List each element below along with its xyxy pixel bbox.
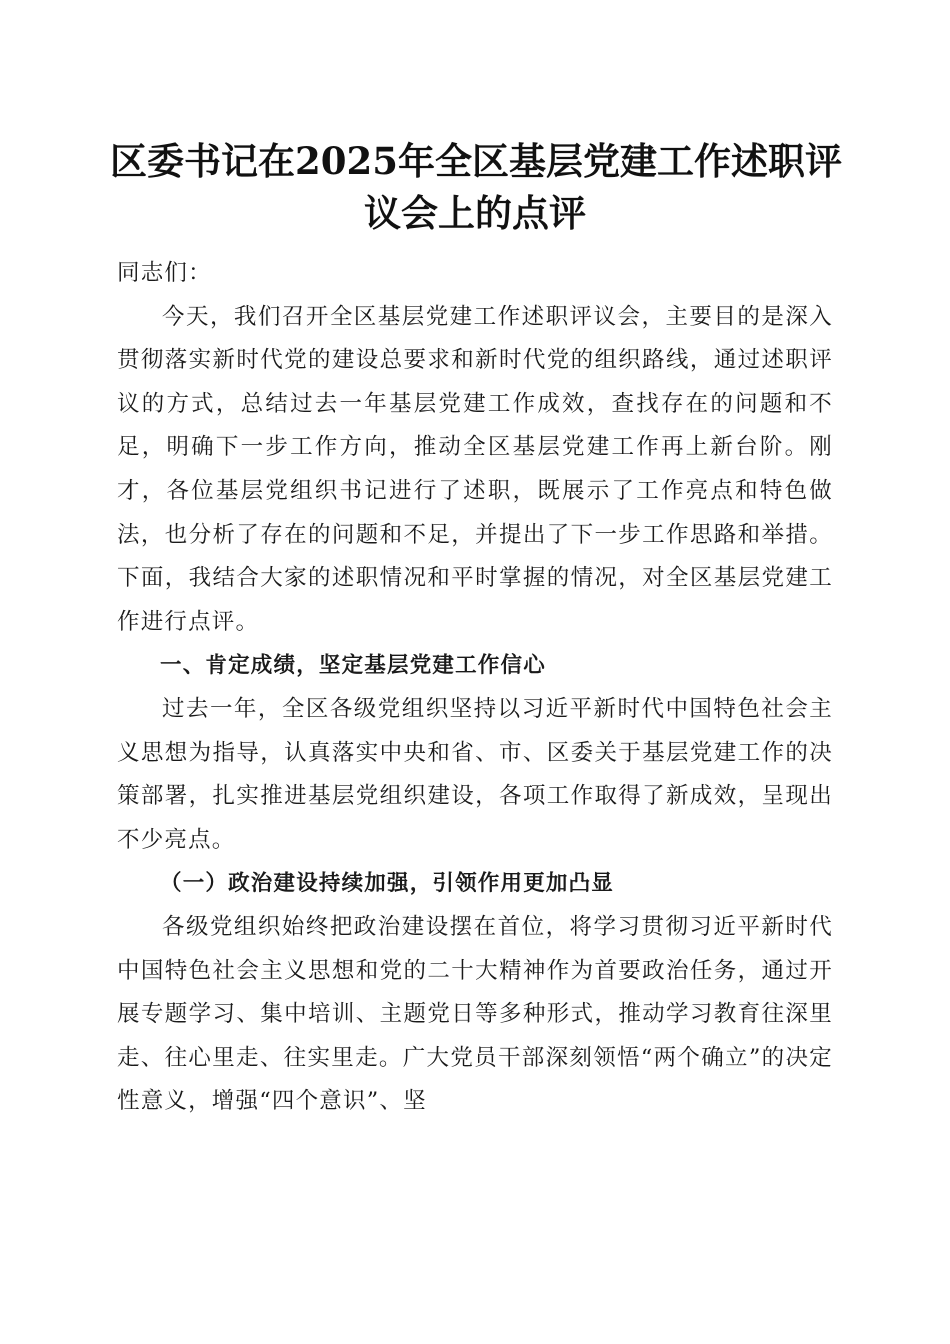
subsection-1-paragraph: 各级党组织始终把政治建设摆在首位，将学习贯彻习近平新时代中国特色社会主义思想和党的二十大精神作为首要政治任务，通过开展专题学习、集中培训、主题党日等多种形式，推动学习教育往深里走、往心里走、往实里走。广大党员干部深刻领悟“两个确立”的决定性意义，增强“四个意识”、坚 bbox=[117, 913, 833, 1115]
title-line-2: 议会上的点评 bbox=[364, 191, 586, 235]
title-line-1: 区委书记在2025年全区基层党建工作述职评 bbox=[110, 139, 842, 183]
section-1-paragraph: 过去一年，全区各级党组织坚持以习近平新时代中国特色社会主义思想为指导，认真落实中央和省、市、区委关于基层党建工作的决策部署，扎实推进基层党组织建设，各项工作取得了新成效，呈现出不少亮点。 bbox=[117, 695, 833, 853]
document-body bbox=[117, 252, 833, 1124]
greeting: 同志们： bbox=[117, 260, 212, 286]
document-title bbox=[110, 135, 840, 239]
subsection-1-heading: （一）政治建设持续加强，引领作用更加凸显 bbox=[160, 871, 615, 897]
intro-paragraph: 今天，我们召开全区基层党建工作述职评议会，主要目的是深入贯彻落实新时代党的建设总要求和新时代党的组织路线，通过述职评议的方式，总结过去一年基层党建工作成效，查找存在的问题和不足，明确下一步工作方向，推动全区基层党建工作再上新台阶。刚才，各位基层党组织书记进行了述职，既展示了工作亮点和特色做法，也分析了存在的问题和不足，并提出了下一步工作思路和举措。下面，我结合大家的述职情况和平时掌握的情况，对全区基层党建工作进行点评。 bbox=[117, 303, 833, 635]
section-1-heading: 一、肯定成绩，坚定基层党建工作信心 bbox=[160, 653, 546, 679]
